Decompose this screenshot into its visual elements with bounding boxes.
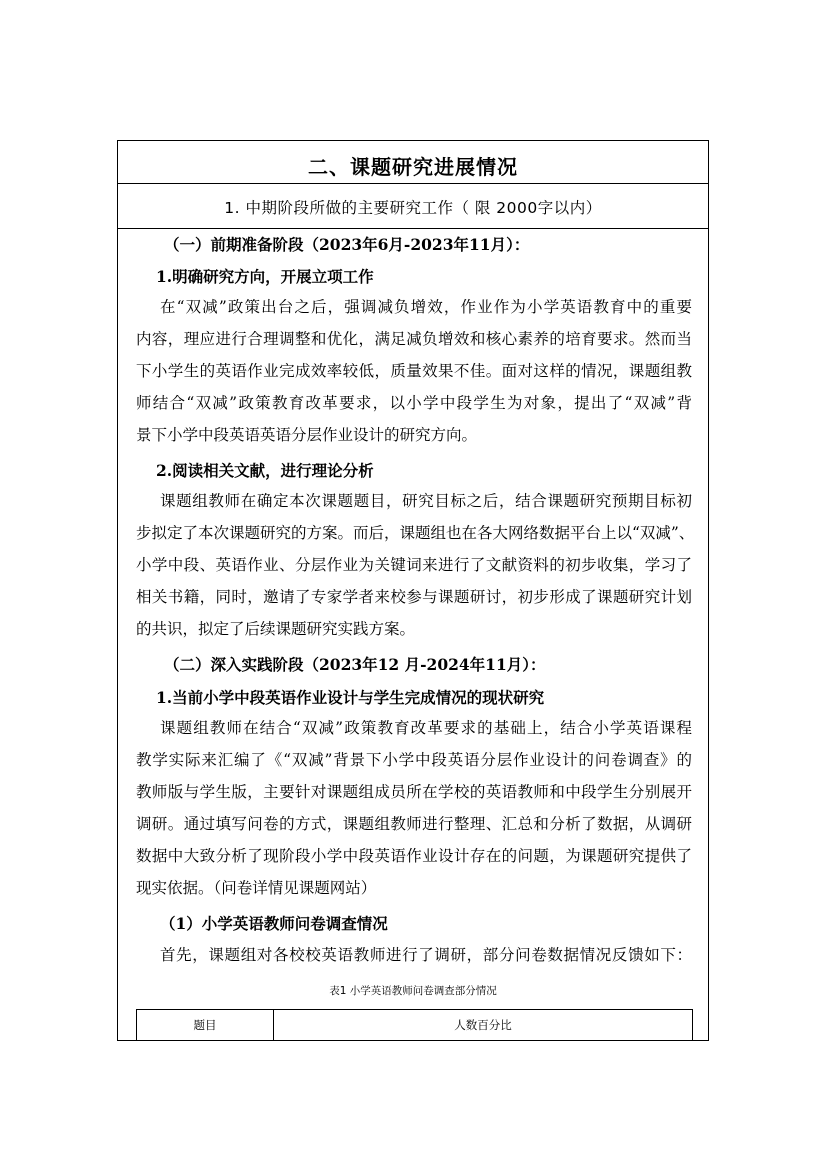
divider-subheading bbox=[118, 228, 708, 229]
survey-table-header bbox=[136, 1009, 693, 1041]
stage2-item1-title: 1.当前小学中段英语作业设计与学生完成情况的现状研究 bbox=[156, 688, 545, 707]
paragraph-line: 课题组教师在确定本次课题题目，研究目标之后，结合课题研究预期目标初 bbox=[160, 492, 692, 510]
report-table-frame bbox=[117, 140, 709, 1041]
divider-heading bbox=[118, 183, 708, 184]
paragraph-line: 步拟定了本次课题研究的方案。而后，课题组也在各大网络数据平台上以“双减”、 bbox=[136, 524, 695, 542]
stage1-item1-title: 1.明确研究方向，开展立项工作 bbox=[156, 267, 374, 286]
stage1-item2-title: 2.阅读相关文献，进行理论分析 bbox=[156, 461, 374, 480]
paragraph-line: 数据中大致分析了现阶段小学中段英语作业设计存在的问题，为课题研究提供了 bbox=[136, 847, 692, 865]
paragraph-line: 下小学生的英语作业完成效率较低，质量效果不佳。面对这样的情况，课题组教 bbox=[136, 362, 692, 380]
paragraph-line: 相关书籍，同时，邀请了专家学者来校参与课题研讨，初步形成了课题研究计划 bbox=[136, 588, 692, 606]
paragraph-line: 师结合“双减”政策教育改革要求，以小学中段学生为对象，提出了“双减”背 bbox=[136, 394, 692, 412]
paragraph-line: 课题组教师在结合“双减”政策教育改革要求的基础上，结合小学英语课程 bbox=[160, 719, 692, 737]
stage2-title: （二）深入实践阶段（2023年12 月-2024年11月）： bbox=[164, 655, 546, 674]
paragraph-line: 景下小学中段英语英语分层作业设计的研究方向。 bbox=[136, 426, 478, 444]
paragraph-line: 调研。通过填写问卷的方式，课题组教师进行整理、汇总和分析了数据，从调研 bbox=[136, 815, 692, 833]
section-subheading: 1. 中期阶段所做的主要研究工作（ 限 2000字以内） bbox=[224, 199, 602, 217]
paragraph-line: 小学中段、英语作业、分层作业为关键词来进行了文献资料的初步收集，学习了 bbox=[136, 556, 692, 574]
stage2-sub1-title: （1）小学英语教师问卷调查情况 bbox=[160, 914, 388, 933]
table-header-cell: 题目 bbox=[137, 1010, 274, 1040]
paragraph-line: 教学实际来汇编了《“双减”背景下小学中段英语分层作业设计的问卷调查》的 bbox=[136, 751, 692, 769]
paragraph-line: 在“双减”政策出台之后，强调减负增效，作业作为小学英语教育中的重要 bbox=[160, 298, 692, 316]
section-heading: 二、课题研究进展情况 bbox=[308, 155, 518, 179]
paragraph-line: 教师版与学生版，主要针对课题组成员所在学校的英语教师和中段学生分别展开 bbox=[136, 783, 692, 801]
paragraph-line: 内容，理应进行合理调整和优化，满足减负增效和核心素养的培育要求。然而当 bbox=[136, 330, 692, 348]
paragraph-line: 的共识，拟定了后续课题研究实践方案。 bbox=[136, 620, 416, 638]
paragraph-line: 现实依据。（问卷详情见课题网站） bbox=[136, 879, 377, 897]
stage1-title: （一）前期准备阶段（2023年6月-2023年11月）： bbox=[164, 235, 530, 254]
paragraph-line: 首先，课题组对各校校英语教师进行了调研，部分问卷数据情况反馈如下： bbox=[160, 946, 692, 964]
table-caption: 表1 小学英语教师问卷调查部分情况 bbox=[329, 985, 497, 997]
table-header-cell: 人数百分比 bbox=[454, 1018, 512, 1032]
